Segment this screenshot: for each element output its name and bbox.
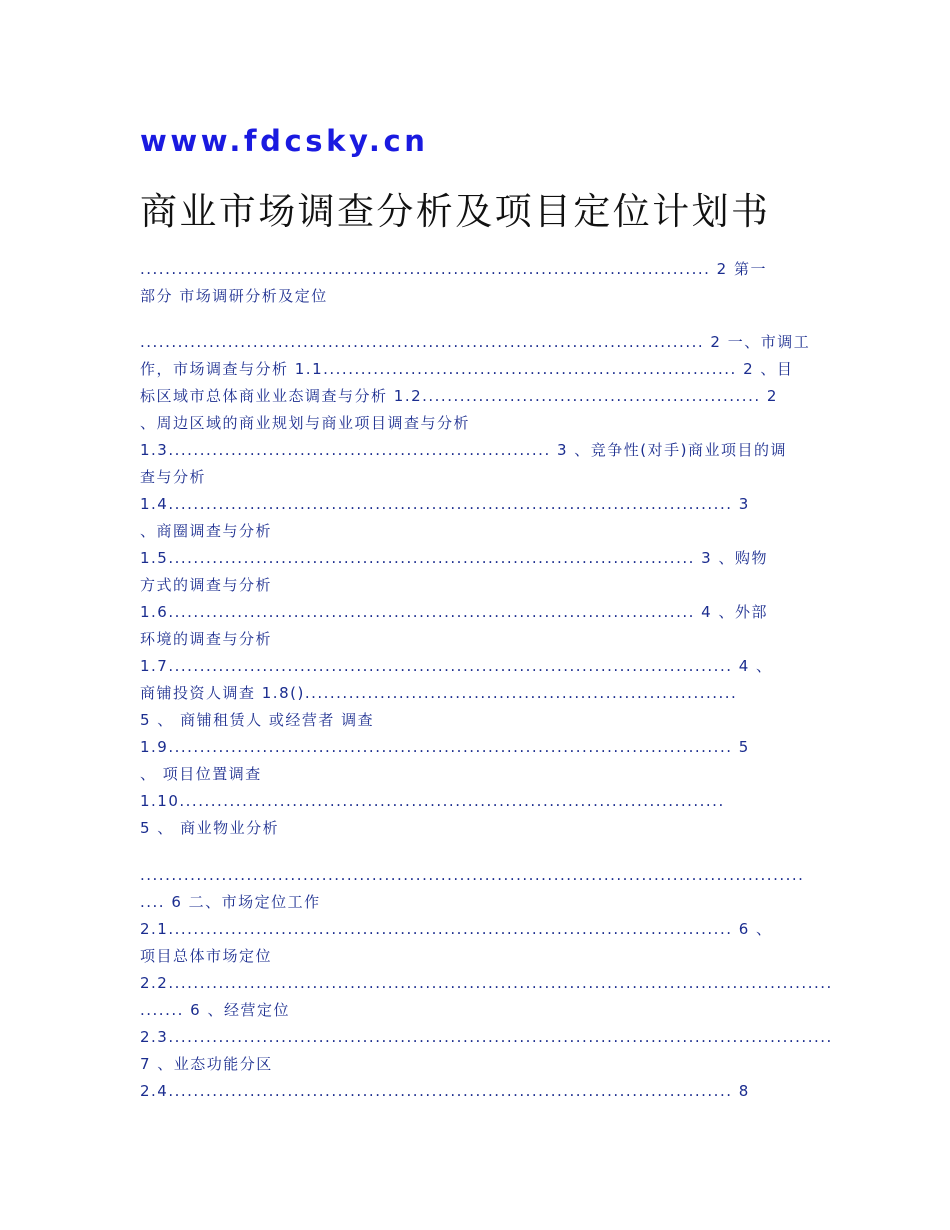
toc-line: 、商圈调查与分析 [140, 522, 273, 540]
toc-line: 、 项目位置调查 [140, 765, 262, 783]
site-url[interactable]: www.fdcsky.cn [140, 124, 429, 158]
toc-line: 2.3.......................................................................................................... [140, 1028, 833, 1046]
toc-line: ....... 6 、经营定位 [140, 1001, 290, 1019]
toc-line: 2.1.......................................................................................... 6 、 [140, 920, 773, 938]
toc-line: 1.6.................................................................................... 4 、外部 [140, 603, 768, 621]
toc-line: 7 、业态功能分区 [140, 1055, 273, 1073]
toc-line: 1.7.......................................................................................... 4 、 [140, 657, 773, 675]
toc-line: 环境的调查与分析 [140, 630, 273, 648]
toc-line: 1.3............................................................. 3 、竞争性(对手)商业项目的调 [140, 441, 787, 459]
toc-line: 查与分析 [140, 468, 207, 486]
toc-line: 商铺投资人调查 1.8()..................................................................... [140, 684, 738, 702]
toc-line: 、周边区域的商业规划与商业项目调查与分析 [140, 414, 471, 432]
toc-line: .......................................................................................................... [140, 866, 805, 884]
toc-line: 5 、 商铺租赁人 或经营者 调查 [140, 711, 375, 729]
toc-line: 方式的调查与分析 [140, 576, 273, 594]
toc-line: 部分 市场调研分析及定位 [140, 287, 328, 305]
toc-line: 1.4.......................................................................................... 3 [140, 495, 750, 513]
toc-line: 1.9.......................................................................................... 5 [140, 738, 750, 756]
toc-line: 2.2.......................................................................................................... [140, 974, 833, 992]
toc-line: 作，市场调查与分析 1.1.................................................................. 2 、目 [140, 360, 794, 378]
toc-line: 5 、 商业物业分析 [140, 819, 280, 837]
document-title: 商业市场调查分析及项目定位计划书 [140, 190, 771, 233]
toc-line: 标区域市总体商业业态调查与分析 1.2...................................................... 2 [140, 387, 778, 405]
toc-line: 项目总体市场定位 [140, 947, 273, 965]
toc-line: 1.10....................................................................................... [140, 792, 725, 810]
toc-line: 2.4.......................................................................................... 8 [140, 1082, 750, 1100]
toc-line: ........................................................................................... 2 第一 [140, 260, 767, 278]
toc-line: 1.5.................................................................................... 3 、购物 [140, 549, 768, 567]
toc-line: .... 6 二、市场定位工作 [140, 893, 321, 911]
toc-line: .......................................................................................... 2 一、市调工 [140, 333, 811, 351]
